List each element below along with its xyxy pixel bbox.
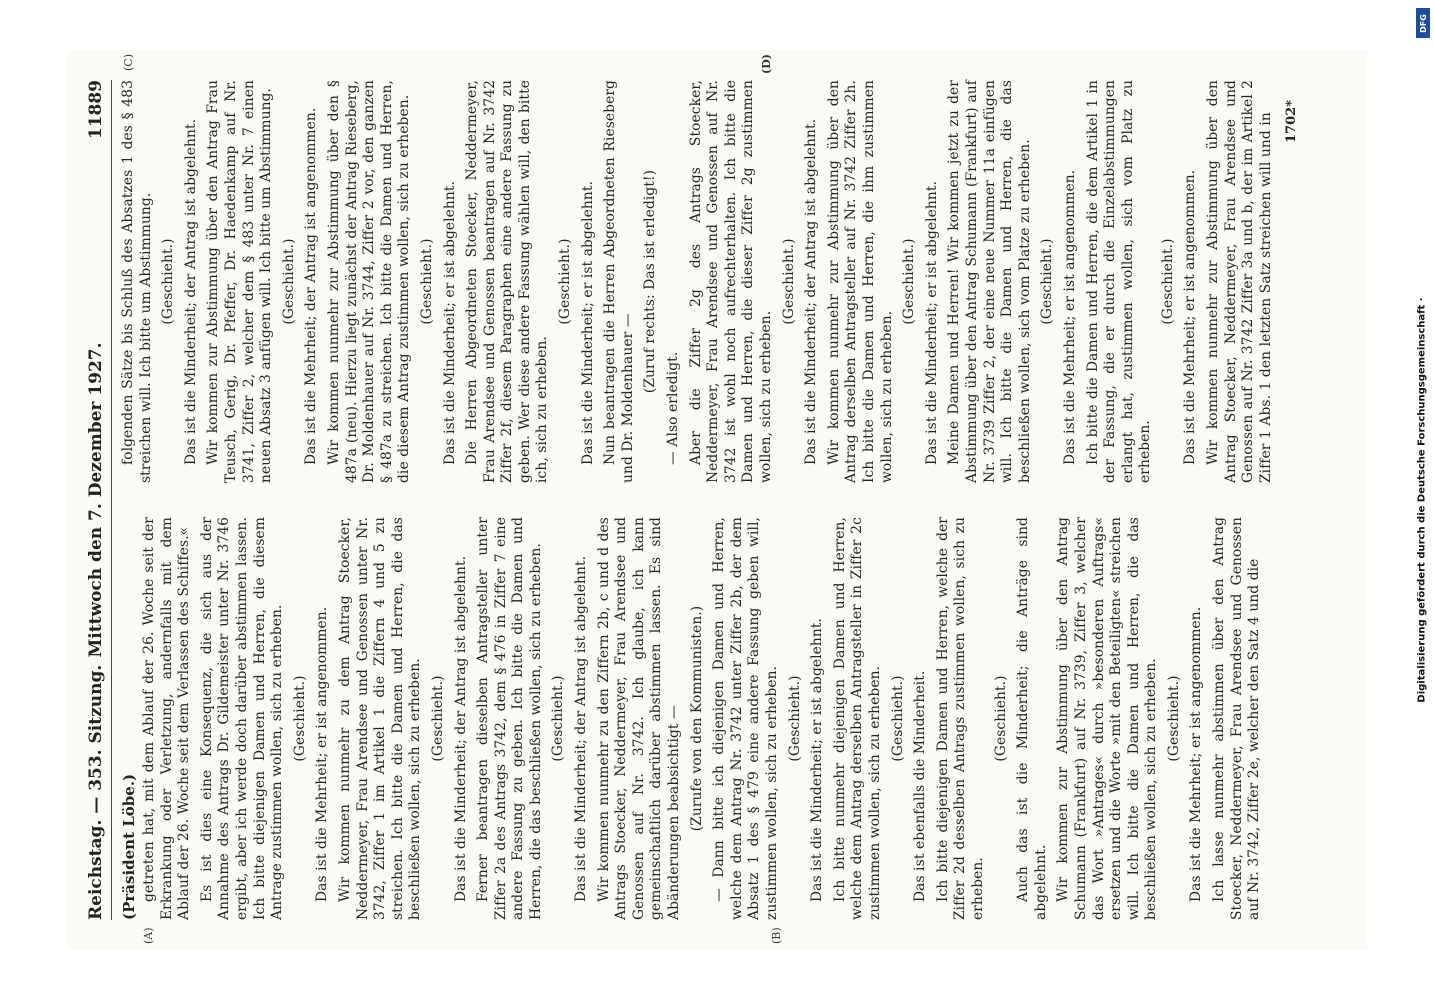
paragraph: folgenden Sätze bis Schluß des Absatzes 1 des § 483 streichen will. Ich bitte um Abstimmung. xyxy=(120,80,154,483)
paragraph: Wir kommen nunmehr zur Abstimmung über den § 487a (neu). Hierzu liegt zunächst der Antrag Rieseberg, Dr. Moldenhauer auf Nr. 3744, Ziffer 2 vor, den ganzen § 487a zu streichen. Ich bitte die Damen und Herren, die diesem Antrag zustimmen wollen, sich zu erheben. xyxy=(325,80,413,483)
paragraph: Das ist die Minderheit; der Antrag ist abgelehnt. xyxy=(573,555,590,902)
paragraph: Das ist ebenfalls die Minderheit. xyxy=(912,670,929,902)
paragraph: (Geschieht.) xyxy=(1159,238,1176,325)
paragraph: Das ist die Mehrheit; der Antrag ist angenommen. xyxy=(303,107,320,465)
paragraph: Das ist die Minderheit; der Antrag ist abgelehnt. xyxy=(452,555,469,902)
paragraph: Das ist die Minderheit; der Antrag ist abgelehnt. xyxy=(803,118,820,465)
paragraph: Wir kommen nunmehr zur Abstimmung über den Antrag Stoecker, Neddermeyer, Frau Arendsee und Genossen auf Nr. 3742 Ziffer 3a und b, der im Artikel 2 Ziffer 1 Abs. 1 den letzten Satz streichen will und in xyxy=(1205,80,1274,483)
paragraph: Das ist die Minderheit; der Antrag ist abgelehnt. xyxy=(182,118,199,465)
digitization-note: Digitalisierung gefördert durch die Deutsche Forschungsgemeinschaft · xyxy=(1416,297,1428,703)
header-page-number: 11889 xyxy=(86,80,106,140)
margin-marker-b: (B) xyxy=(770,927,783,944)
paragraph: (Geschieht.) xyxy=(992,675,1009,762)
paragraph: — Dann bitte ich diejenigen Damen und Herren, welche dem Antrag Nr. 3742 unter Ziffer 2b, der dem Absatz 1 des § 479 eine andere Fassung geben will, zustimmen wollen, sich zu erheben. xyxy=(711,517,780,920)
paragraph: Das ist die Minderheit; er ist abgelehnt. xyxy=(441,180,458,465)
paragraph: getreten hat, mit dem Ablauf der 26. Woche seit der Erkrankung oder Verletzung, andernfalls mit dem Ablauf der 26. Woche seit dem Verlassen des Schiffes.« xyxy=(141,517,193,920)
margin-marker-c: (C) xyxy=(122,54,135,71)
dfg-logo-text: DFG xyxy=(1418,13,1428,33)
paragraph: Wir kommen zur Abstimmung über den Antrag Frau Teusch, Gerig, Dr. Pfeffer, Dr. Haedenkamp auf Nr. 3741, Ziffer 2, welcher dem § 483 unter Nr. 7 einen neuen Absatz 3 anfügen will. Ich bitte um Abstimmung. xyxy=(205,80,275,483)
paragraph: (Geschieht.) xyxy=(280,238,297,325)
paragraph: (Zuruf rechts: Das ist erledigt!) xyxy=(642,169,659,394)
dfg-logo xyxy=(1416,8,1430,38)
paragraph: (Geschieht.) xyxy=(901,238,918,325)
paragraph: Das ist die Mehrheit; er ist angenommen. xyxy=(1182,169,1199,465)
paragraph: (Geschieht.) xyxy=(550,675,567,762)
paragraph: Das ist die Minderheit; er ist abgelehnt. xyxy=(579,180,596,465)
paragraph: Meine Damen und Herren! Wir kommen jetzt zu der Abstimmung über den Antrag Schumann (Frankfurt) auf Nr. 3739 Ziffer 2, der eine neue Nummer 11a einfügen will. Ich bitte die Damen und Herren, die das beschließen wollen, sich vom Platze zu erheben. xyxy=(946,80,1033,483)
paragraph: Wir kommen nunmehr zu den Ziffern 2b, c und d des Antrags Stoecker, Neddermeyer, Frau Arendsee und Genossen auf Nr. 3742. Ich glaube, ich kann gemeinschaftlich darüber abstimmen lassen. Es sind Abänderungen beabsichtigt — xyxy=(595,517,683,920)
left-column xyxy=(120,517,1280,944)
paragraph: (Geschieht.) xyxy=(786,675,803,762)
paragraph: Wir kommen nunmehr zur Abstimmung über den Antrag derselben Antragsteller auf Nr. 3742 Ziffer 2h. Ich bitte die Damen und Herren, die ihm zustimmen wollen, sich zu erheben. xyxy=(825,80,895,483)
paragraph: — Also erledigt. xyxy=(665,351,682,465)
paragraph: Die Herren Abgeordneten Stoecker, Neddermeyer, Frau Arendsee und Genossen beantragen auf Nr. 3742 Ziffer 2f, diesem Paragraphen eine andere Fassung zu geben. Wer diese andere Fassung wählen will, den bitte ich, sich zu erheben. xyxy=(464,80,551,483)
paragraph: Aber die Ziffer 2g des Antrags Stoecker, Neddermeyer, Frau Arendsee und Genossen auf Nr. 3742 ist wohl noch aufrechterhalten. Ich bitte die Damen und Herren, die dieser Ziffer 2g zustimmen wollen, sich zu erheben. xyxy=(687,80,774,483)
header-date: Mittwoch den 7. Dezember 1927. xyxy=(86,342,106,658)
paragraph: Es ist dies eine Konsequenz, die sich aus der Annahme des Antrags Dr. Gildemeister unter Nr. 3746 ergibt, aber ich werde doch darüber abstimmen lassen. Ich bitte diejenigen Damen und Herren, die diesem Antrage zustimmen wollen, sich zu erheben. xyxy=(198,517,286,920)
margin-marker-a: (A) xyxy=(142,927,155,944)
paragraph: Ferner beantragen dieselben Antragsteller unter Ziffer 2a des Antrags 3742, dem § 476 in Ziffer 7 eine andere Fassung zu geben. Ich bitte die Damen und Herren, die das beschließen wollen, sich zu erheben. xyxy=(475,517,544,920)
paragraph: Ich lasse nunmehr abstimmen über den Antrag Stoecker, Neddermeyer, Frau Arendsee und Genossen auf Nr. 3742, Ziffer 2e, welcher den Satz 4 und die xyxy=(1211,517,1263,920)
paragraph: (Geschieht.) xyxy=(418,238,435,325)
paragraph: Das ist die Mehrheit; er ist angenommen. xyxy=(1061,169,1078,465)
right-column xyxy=(120,54,1280,483)
paragraph: Das ist die Minderheit; er ist abgelehnt. xyxy=(923,180,940,465)
paragraph: Das ist die Mehrheit; er ist angenommen. xyxy=(314,606,331,902)
speaker-label: (Präsident Löbe.) xyxy=(120,773,138,920)
page-header xyxy=(83,80,112,920)
paragraph: (Geschieht.) xyxy=(557,238,574,325)
paragraph: Das ist die Minderheit; er ist abgelehnt. xyxy=(809,617,826,902)
paragraph: Nun beantragen die Herren Abgeordneten Rieseberg und Dr. Moldenhauer — xyxy=(602,80,636,483)
paragraph: (Geschieht.) xyxy=(889,675,906,762)
paragraph: (Geschieht.) xyxy=(1165,675,1182,762)
signature-mark: 1702* xyxy=(1284,100,1300,143)
paragraph: Wir kommen zur Abstimmung über den Antrag Schumann (Frankfurt) auf Nr. 3739, Ziffer 3, welcher das Wort »Antrages« durch »besonderen Auftrags« ersetzen und die Worte »mit den Beteiligten« streichen will. Ich bitte die Damen und Herren, die das beschließen wollen, sich zu erheben. xyxy=(1055,517,1160,920)
paragraph: (Zurufe von den Kommunisten.) xyxy=(688,605,705,832)
header-session: Reichstag. — 353. Sitzung. xyxy=(86,664,106,920)
text-columns xyxy=(120,54,1280,944)
paragraph: Wir kommen nunmehr zu dem Antrag Stoecker, Neddermeyer, Frau Arendsee und Genossen unter Nr. 3742, Ziffer 1 im Artikel 1 die Ziffern 4 und 5 zu streichen. Ich bitte die Damen und Herren, die das beschließen wollen, sich zu erheben. xyxy=(336,517,424,920)
document-page xyxy=(67,50,1367,950)
paragraph: (Geschieht.) xyxy=(429,675,446,762)
paragraph: Ich bitte diejenigen Damen und Herren, welche der Ziffer 2d desselben Antrags zustimmen wollen, sich zu erheben. xyxy=(934,517,986,920)
paragraph: (Geschieht.) xyxy=(780,238,797,325)
paragraph: Ich bitte nunmehr diejenigen Damen und Herren, welche dem Antrag derselben Antragsteller in Ziffer 2c zustimmen wollen, sich zu erheben. xyxy=(831,517,883,920)
paragraph: (Geschieht.) xyxy=(1039,238,1056,325)
paragraph: Ich bitte die Damen und Herren, die dem Artikel 1 in der Fassung, die er durch die Einzelabstimmungen erlangt hat, zustimmen wollen, sich vom Platz zu erheben. xyxy=(1084,80,1154,483)
paragraph: (Geschieht.) xyxy=(160,238,177,325)
margin-marker-d: (D) xyxy=(760,54,773,74)
paragraph: Das ist die Mehrheit; er ist angenommen. xyxy=(1188,606,1205,902)
paragraph: Auch das ist die Minderheit; die Anträge sind abgelehnt. xyxy=(1015,517,1049,920)
paragraph: (Geschieht.) xyxy=(291,675,308,762)
